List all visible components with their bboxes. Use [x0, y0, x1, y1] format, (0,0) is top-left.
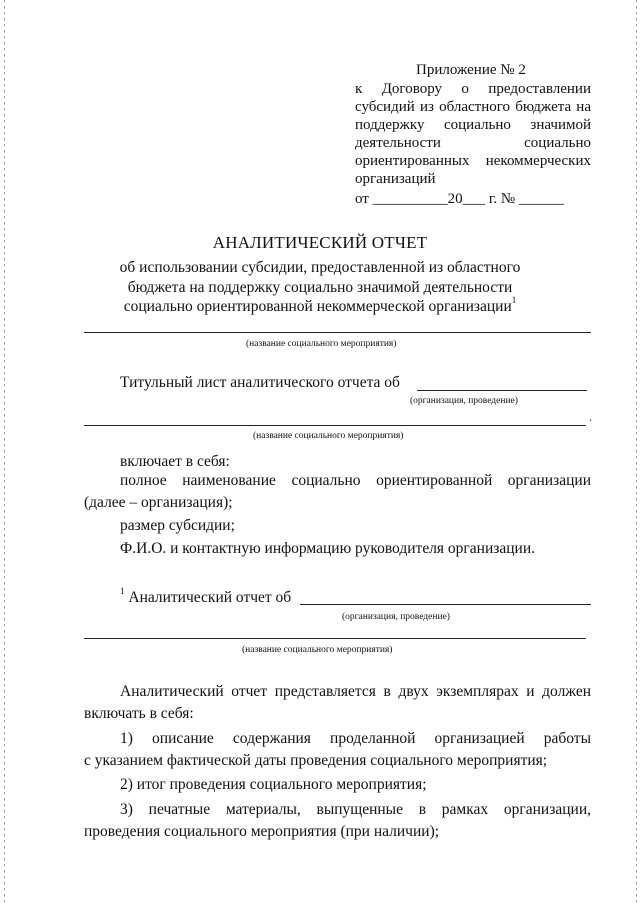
body-item1-line1: 1) описание содержания проделанной организацией работы: [120, 730, 591, 747]
footnote-organization-line: [300, 604, 591, 605]
footnote-organization-caption: (организация, проведение): [342, 612, 450, 622]
body-para1-line1: Аналитический отчет представляется в двух экземплярах и должен: [120, 683, 591, 700]
period-mark: .: [589, 410, 592, 424]
tp-item1-line2: (далее – организация);: [84, 494, 233, 511]
appendix-line: поддержку социально значимой: [355, 117, 591, 133]
event-name-caption: (название социального мероприятия): [246, 339, 397, 349]
footnote-label: Аналитический отчет об: [128, 589, 292, 606]
footnote-number: 1: [120, 586, 125, 596]
appendix-text: [355, 80, 591, 188]
tp-item1-line1: полное наименование социально ориентированной организации: [120, 472, 591, 489]
footnote-event-caption: (название социального мероприятия): [242, 645, 393, 655]
event-name-caption-2: (название социального мероприятия): [253, 431, 404, 441]
appendix-line: ориентированных некоммерческих: [355, 153, 591, 169]
event-name-line: [84, 332, 591, 333]
body-item2: 2) итог проведения социального мероприятия;: [120, 776, 427, 793]
footnote-event-line: [84, 638, 586, 639]
appendix-line: субсидий из областного бюджета на: [355, 99, 591, 115]
scan-edge-left: [4, 0, 5, 905]
appendix-line: организаций: [355, 171, 436, 187]
appendix-line: к Договору о предоставлении: [355, 81, 591, 97]
body-item1-line2: с указанием фактической даты проведения социального мероприятия;: [84, 752, 548, 769]
event-name-line-2: [84, 425, 586, 426]
appendix-date-line: [355, 190, 595, 208]
footnote-text: [120, 586, 292, 607]
report-subtitle-line: бюджета на поддержку социально значимой деятельности: [127, 279, 513, 296]
report-subtitle-line: об использовании субсидии, предоставленной из областного: [119, 259, 521, 276]
title-page-text: Титульный лист аналитического отчета об: [120, 374, 400, 391]
tp-item3: Ф.И.О. и контактную информацию руководителя организации.: [120, 540, 536, 557]
organization-line: [417, 390, 587, 391]
appendix-title: Приложение № 2: [416, 62, 526, 78]
footnote-mark: 1: [511, 295, 517, 305]
tp-item2: размер субсидии;: [120, 517, 235, 534]
appendix-date-text: от __________20___ г. № ______: [355, 191, 564, 207]
includes-text: включает в себя:: [120, 453, 230, 470]
report-subtitle-last-line: [0, 295, 640, 316]
organization-caption: (организация, проведение): [410, 396, 518, 406]
body-para1-line2: включать в себя:: [84, 705, 194, 722]
scan-edge-right: [636, 0, 637, 905]
body-item3-line2: проведения социального мероприятия (при наличии);: [84, 823, 440, 840]
body-item3-line1: 3) печатные материалы, выпущенные в рамках организации,: [120, 801, 591, 818]
appendix-line: деятельности социально: [355, 135, 591, 151]
report-subtitle-line: социально ориентированной некоммерческой организации: [123, 298, 512, 315]
report-heading: АНАЛИТИЧЕСКИЙ ОТЧЕТ: [212, 233, 428, 252]
